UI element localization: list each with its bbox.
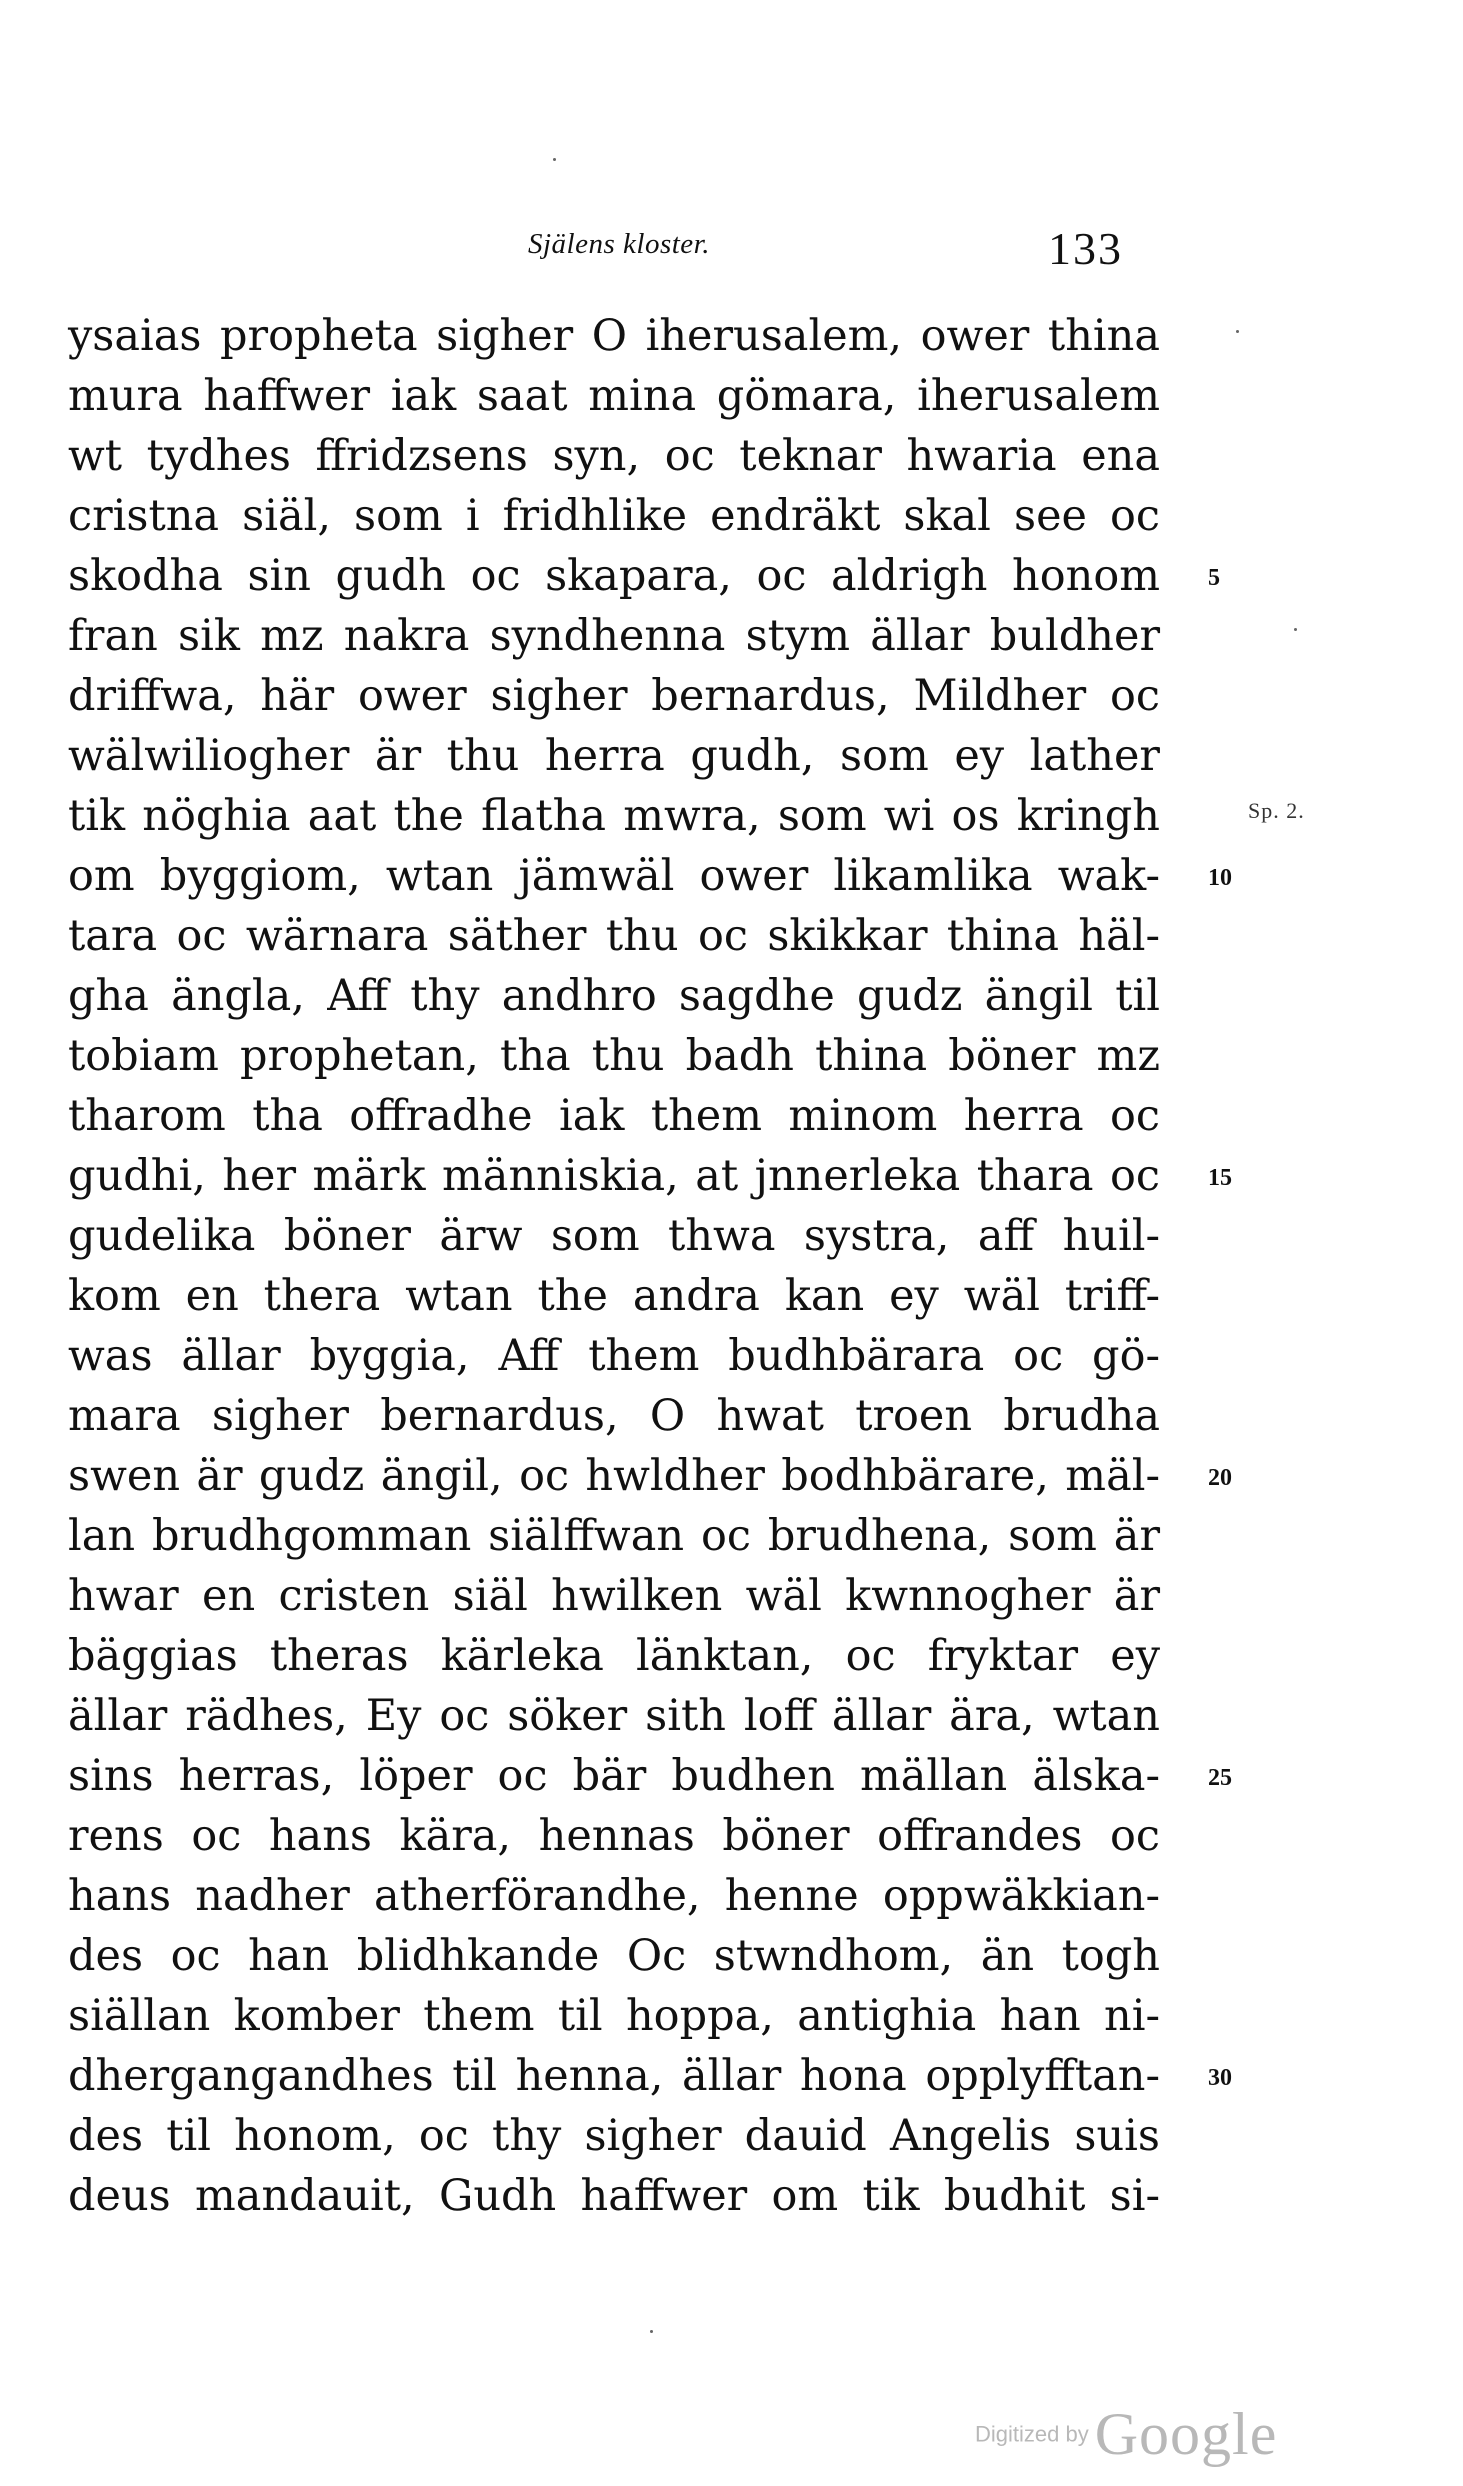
- text-line: ysaias propheta sigher O iherusalem, ower thina: [68, 311, 1160, 361]
- text-line: des oc han blidhkande Oc stwndhom, än togh: [68, 1931, 1160, 1981]
- text-line: tara oc wärnara säther thu oc skikkar thina häl-: [68, 911, 1160, 961]
- text-line: siällan komber them til hoppa, antighia han ni-: [68, 1991, 1160, 2041]
- print-speck: [650, 2330, 653, 2333]
- text-line: skodha sin gudh oc skapara, oc aldrigh honom: [68, 551, 1160, 601]
- text-line: lan brudhgomman siälffwan oc brudhena, som är: [68, 1511, 1160, 1561]
- text-line: gudhi, her märk människia, at jnnerleka thara oc: [68, 1151, 1160, 1201]
- text-line: swen är gudz ängil, oc hwldher bodhbärare, mäl-: [68, 1451, 1160, 1501]
- line-number: 15: [1208, 1165, 1232, 1191]
- text-line: ällar rädhes, Ey oc söker sith loff ällar ära, wtan: [68, 1691, 1160, 1741]
- text-line: driffwa, här ower sigher bernardus, Mildher oc: [68, 671, 1160, 721]
- text-line: fran sik mz nakra syndhenna stym ällar buldher: [68, 611, 1160, 661]
- text-line: des til honom, oc thy sigher dauid Angelis suis: [68, 2111, 1160, 2161]
- line-number: 30: [1208, 2065, 1232, 2091]
- text-line: sins herras, löper oc bär budhen mällan älska-: [68, 1751, 1160, 1801]
- text-line: hwar en cristen siäl hwilken wäl kwnnogher är: [68, 1571, 1160, 1621]
- line-number: 25: [1208, 1765, 1232, 1791]
- text-line: wt tydhes ffridzsens syn, oc teknar hwaria ena: [68, 431, 1160, 481]
- google-logo: Google: [1094, 2401, 1278, 2467]
- text-line: tharom tha offradhe iak them minom herra oc: [68, 1091, 1160, 1141]
- page-number: 133: [1048, 223, 1123, 274]
- text-line: gha ängla, Aff thy andhro sagdhe gudz ängil til: [68, 971, 1160, 1021]
- margin-note: Sp. 2.: [1248, 798, 1305, 823]
- text-line: dhergangandhes til henna, ällar hona opplyfftan-: [68, 2051, 1160, 2101]
- text-line: was ällar byggia, Aff them budhbärara oc gö-: [68, 1331, 1160, 1381]
- text-line: wälwiliogher är thu herra gudh, som ey lather: [68, 731, 1160, 781]
- line-number: 5: [1208, 565, 1220, 591]
- digitized-watermark: [975, 2400, 1277, 2469]
- line-number: 20: [1208, 1465, 1232, 1491]
- print-speck: [1236, 330, 1239, 333]
- text-line: tobiam prophetan, tha thu badh thina böner mz: [68, 1031, 1160, 1081]
- text-line: deus mandauit, Gudh haffwer om tik budhit si-: [68, 2171, 1160, 2221]
- print-speck: [1294, 628, 1297, 631]
- text-line: mura haffwer iak saat mina gömara, iherusalem: [68, 371, 1160, 421]
- running-head-title: Själens kloster.: [528, 228, 710, 260]
- line-number: 10: [1208, 865, 1232, 891]
- text-line: tik nöghia aat the flatha mwra, som wi os kringh: [68, 791, 1160, 841]
- text-line: hans nadher atherförandhe, henne oppwäkkian-: [68, 1871, 1160, 1921]
- text-line: rens oc hans kära, hennas böner offrandes oc: [68, 1811, 1160, 1861]
- text-line: bäggias theras kärleka länktan, oc fryktar ey: [68, 1631, 1160, 1681]
- text-line: om byggiom, wtan jämwäl ower likamlika wak-: [68, 851, 1160, 901]
- print-speck: [553, 158, 556, 161]
- text-line: cristna siäl, som i fridhlike endräkt skal see oc: [68, 491, 1160, 541]
- text-line: kom en thera wtan the andra kan ey wäl triff-: [68, 1271, 1160, 1321]
- text-line: gudelika böner ärw som thwa systra, aff huil-: [68, 1211, 1160, 1261]
- text-line: mara sigher bernardus, O hwat troen brudha: [68, 1391, 1160, 1441]
- watermark-prefix: Digitized by: [975, 2421, 1089, 2447]
